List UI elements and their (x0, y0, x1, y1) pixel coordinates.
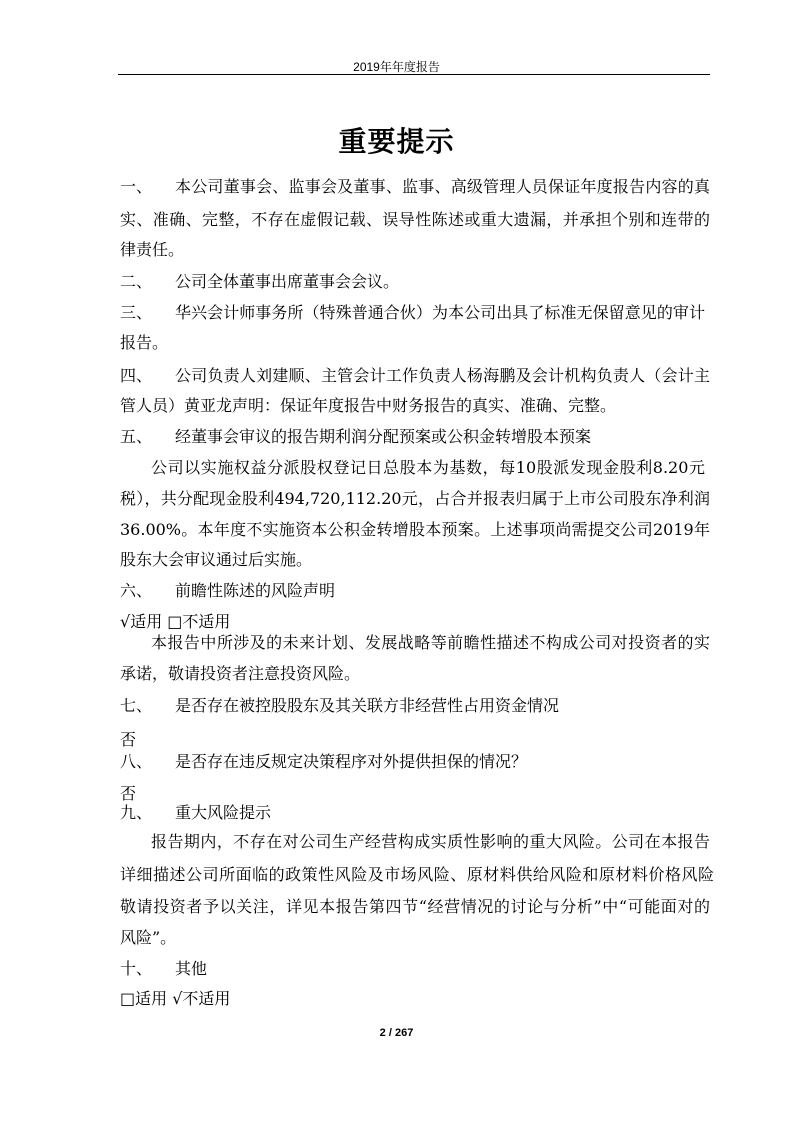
section-number: 五、 (120, 427, 153, 446)
section-heading: 公司负责人刘建顺、主管会计工作负责人杨海鹏及会计机构负责人（会计主 (175, 366, 710, 385)
text-line: 风险”。 (120, 928, 177, 947)
text-line: 律责任。 (120, 240, 185, 259)
text-line: 管人员）黄亚龙声明：保证年度报告中财务报告的真实、准确、完整。 (120, 396, 617, 415)
section-heading: 公司全体董事出席董事会会议。 (175, 272, 400, 291)
section-heading: 是否存在违反规定决策程序对外提供担保的情况？ (175, 752, 528, 771)
section-heading: 其他 (175, 959, 208, 978)
text-line: 股东大会审议通过后实施。 (120, 550, 313, 569)
section-number: 八、 (120, 752, 153, 771)
text-line: 否 (120, 784, 137, 803)
text-line: 承诺，敬请投资者注意投资风险。 (120, 664, 361, 683)
text-line: √适用 □不适用 (120, 612, 231, 631)
text-line: 36.00%。本年度不实施资本公积金转增股本预案。上述事项尚需提交公司2019年 (120, 520, 710, 539)
text-line: 报告期内，不存在对公司生产经营构成实质性影响的重大风险。公司在本报告 (151, 832, 710, 851)
text-line: 否 (120, 730, 137, 749)
section-number: 九、 (120, 803, 153, 822)
header-rule (118, 74, 710, 75)
section-number: 十、 (120, 959, 153, 978)
page-number: 2 / 267 (379, 1027, 414, 1039)
section-heading: 本公司董事会、监事会及董事、监事、高级管理人员保证年度报告内容的真 (175, 177, 710, 196)
section-number: 四、 (120, 366, 153, 385)
text-line: 实、准确、完整，不存在虚假记载、误导性陈述或重大遗漏，并承担个别和连带的 (120, 210, 710, 229)
text-line: 税），共分配现金股利494,720,112.20元，占合并报表归属于上市公司股东净利润 (120, 489, 710, 508)
text-line: 敬请投资者予以关注，详见本报告第四节“经营情况的讨论与分析”中“可能面对的 (120, 897, 710, 916)
section-heading: 前瞻性陈述的风险声明 (175, 581, 336, 600)
text-line: 本报告中所涉及的未来计划、发展战略等前瞻性描述不构成公司对投资者的实 (151, 633, 710, 652)
section-number: 二、 (120, 272, 153, 291)
page-title: 重要提示 (338, 125, 455, 158)
section-number: 七、 (120, 696, 153, 715)
text-line: 报告。 (120, 333, 169, 352)
section-heading: 华兴会计师事务所（特殊普通合伙）为本公司出具了标准无保留意见的审计 (175, 303, 705, 322)
section-heading: 重大风险提示 (175, 803, 272, 822)
running-header: 2019年年度报告 (353, 60, 440, 74)
section-number: 六、 (120, 581, 153, 600)
section-heading: 经董事会审议的报告期利润分配预案或公积金转增股本预案 (175, 427, 592, 446)
text-line: 公司以实施权益分派股权登记日总股本为基数，每10股派发现金股利8.20元 (151, 458, 705, 477)
section-heading: 是否存在被控股股东及其关联方非经营性占用资金情况 (175, 696, 560, 715)
section-number: 一、 (120, 177, 153, 196)
section-number: 三、 (120, 303, 153, 322)
text-line: □适用 √不适用 (120, 989, 231, 1008)
text-line: 详细描述公司所面临的政策性风险及市场风险、原材料供给风险和原材料价格风险 (120, 865, 714, 884)
